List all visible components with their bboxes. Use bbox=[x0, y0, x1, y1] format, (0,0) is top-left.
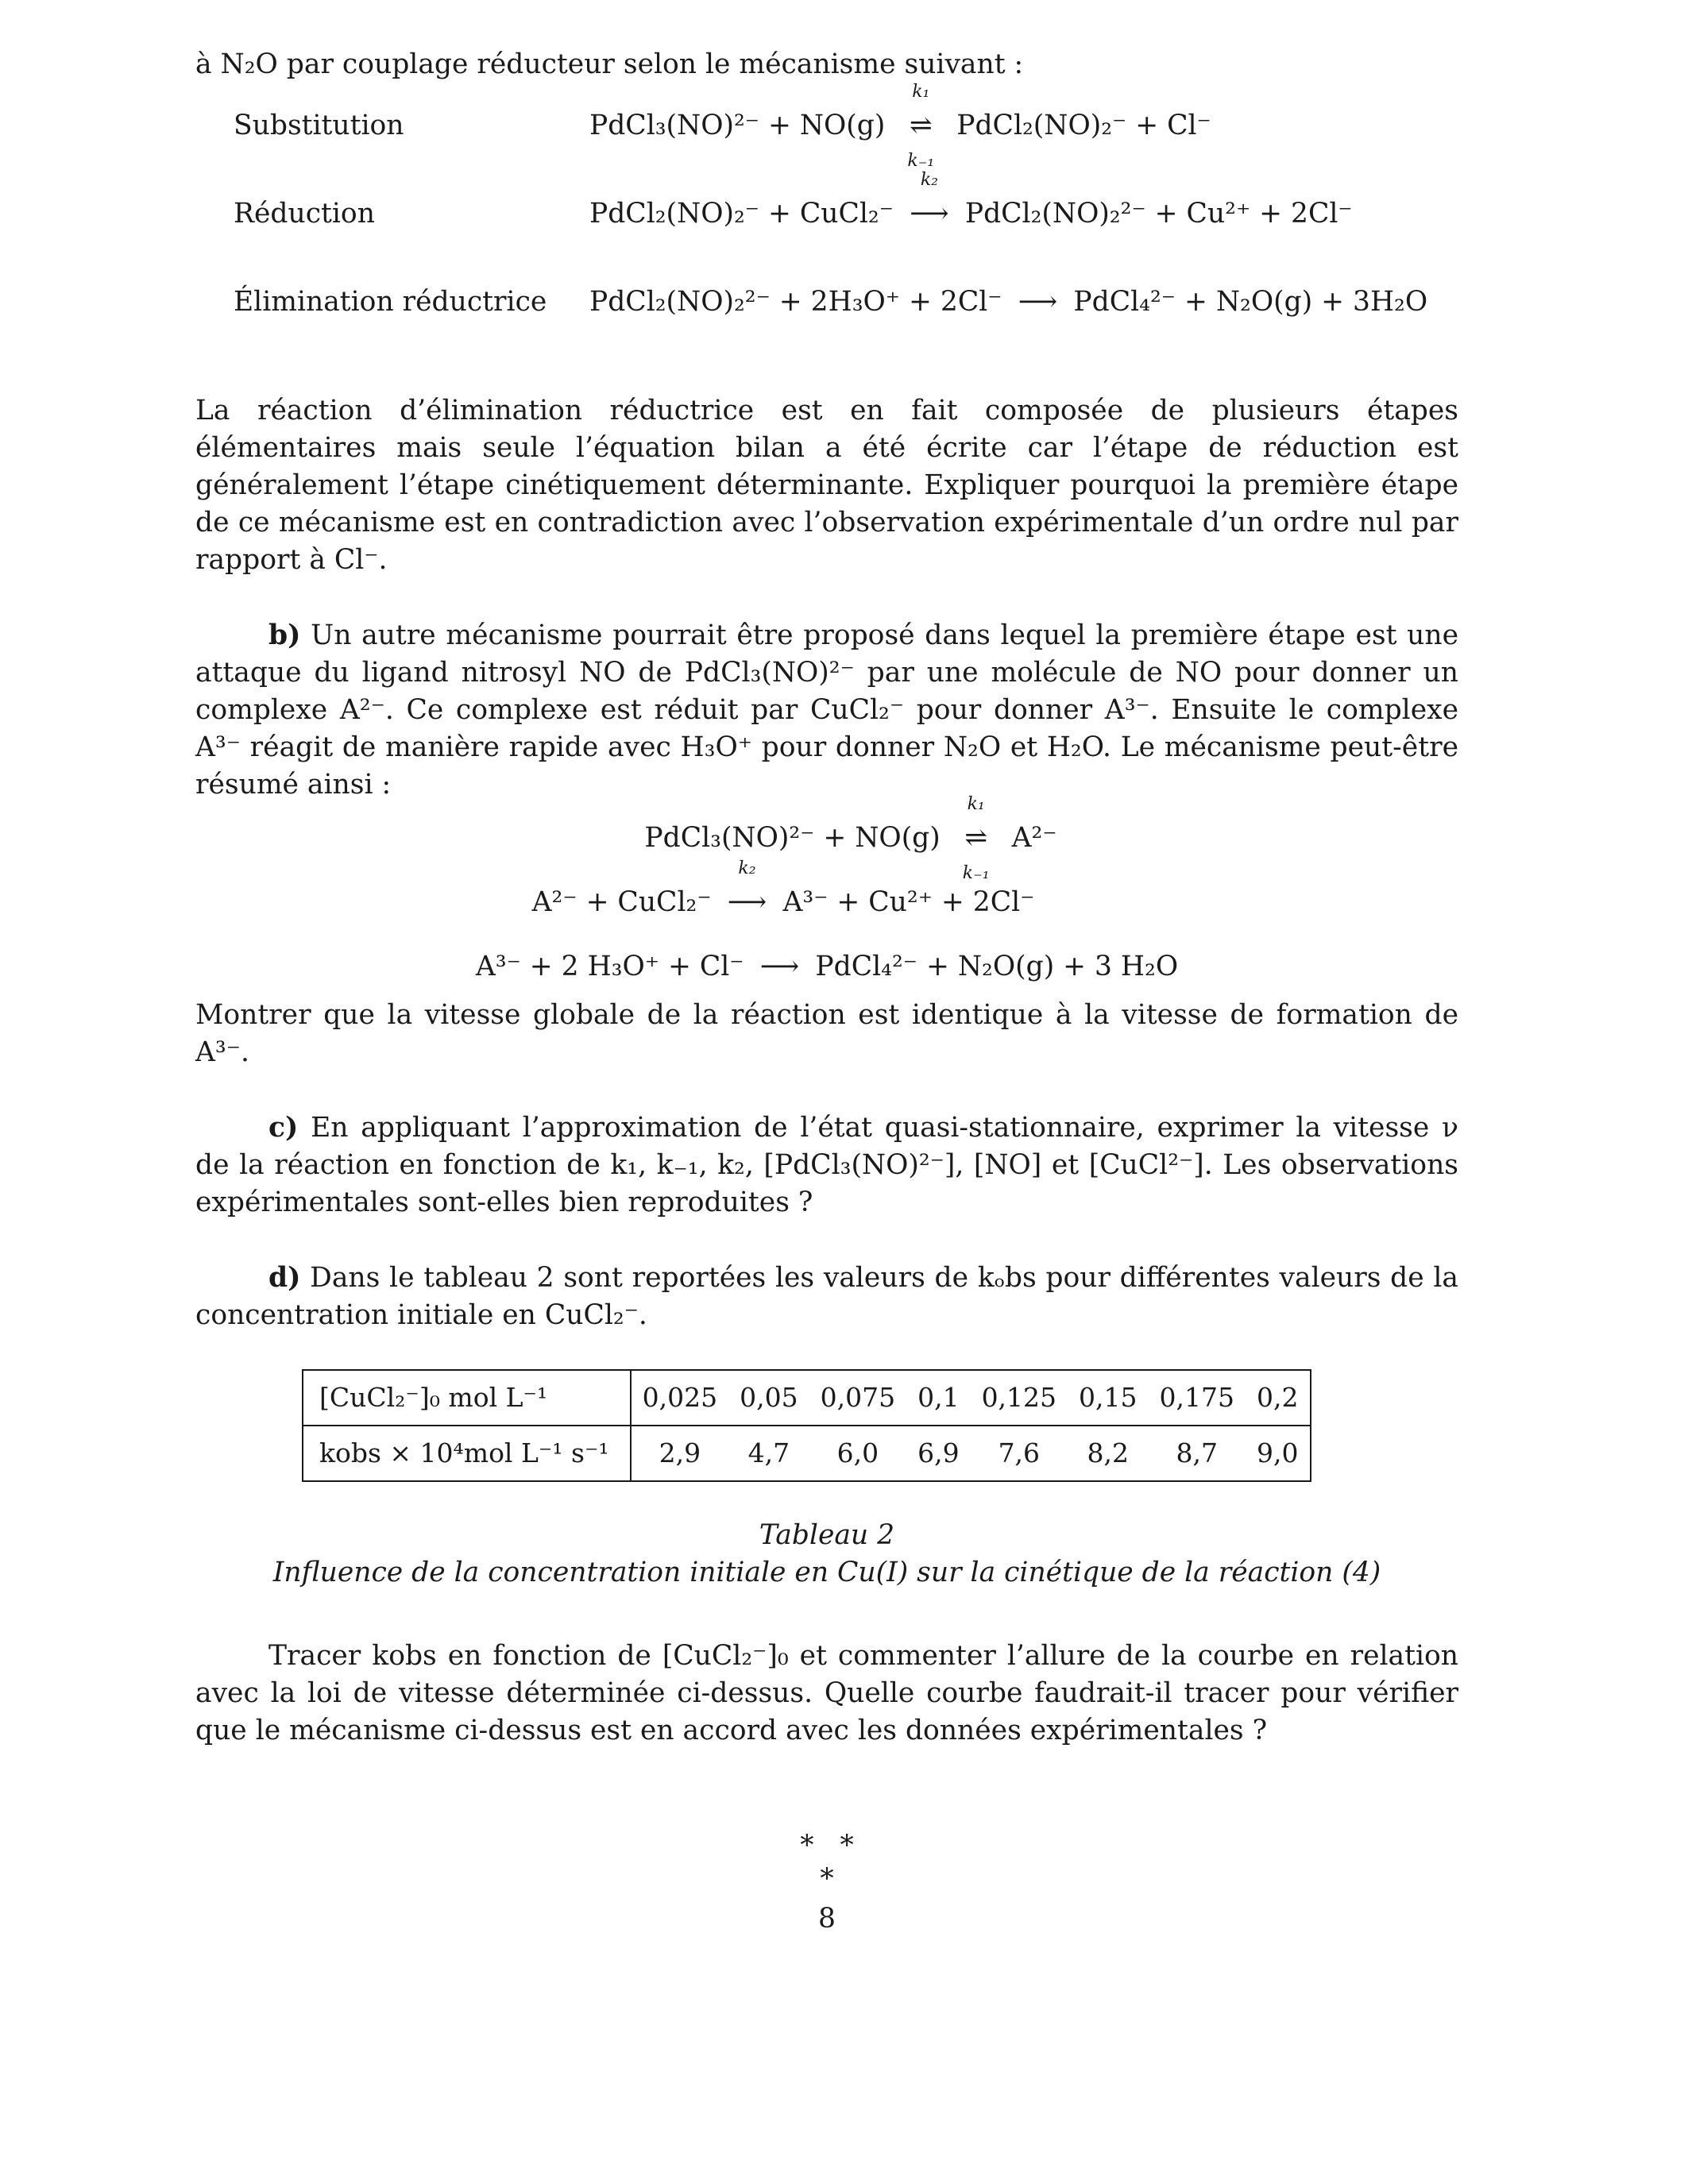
question-text: En appliquant l’approximation de l’état quasi-stationnaire, exprimer la vitesse ν de la réaction en fonction de k₁, k₋₁, k₂, [PdCl₃(NO)²⁻], [NO] et [CuCl²⁻]. Les observations expérimentales sont-elles bien reproduites ? bbox=[195, 1112, 1458, 1218]
table-cell: 0,2 bbox=[1246, 1370, 1310, 1426]
table-cell: 4,7 bbox=[728, 1426, 809, 1481]
table-cell: 0,025 bbox=[631, 1370, 728, 1426]
equation-rhs: PdCl₄²⁻ + N₂O(g) + 3H₂O bbox=[1073, 286, 1428, 318]
question-tag: c) bbox=[268, 1112, 299, 1144]
table-row bbox=[303, 1370, 1311, 1426]
arrow-glyph: ⇌ bbox=[964, 822, 988, 854]
table-cell: 8,7 bbox=[1149, 1426, 1246, 1481]
step-label: Substitution bbox=[234, 110, 404, 141]
table-cell: 0,05 bbox=[728, 1370, 809, 1426]
equation-lhs: PdCl₂(NO)₂⁻ + CuCl₂⁻ bbox=[589, 198, 894, 230]
equation-lhs: A³⁻ + 2 H₃O⁺ + Cl⁻ bbox=[475, 951, 744, 982]
data-table bbox=[302, 1369, 1311, 1482]
arrow-glyph: ⟶ bbox=[759, 951, 800, 982]
rate-constant: k₋₁ bbox=[907, 151, 935, 171]
table-cell: 0,075 bbox=[809, 1370, 906, 1426]
equation-rhs: PdCl₂(NO)₂⁻ + Cl⁻ bbox=[956, 110, 1211, 141]
reaction-arrow-icon bbox=[757, 948, 802, 986]
step-equation bbox=[589, 82, 1458, 171]
caption-subtitle: Influence de la concentration initiale en Cu(I) sur la cinétique de la réaction (4) bbox=[272, 1557, 1381, 1588]
stars-top: * * bbox=[800, 1830, 854, 1862]
equation-lhs: PdCl₂(NO)₂²⁻ + 2H₃O⁺ + 2Cl⁻ bbox=[589, 286, 1002, 318]
equation-rhs: PdCl₄²⁻ + N₂O(g) + 3 H₂O bbox=[815, 951, 1179, 982]
stars-bottom: * bbox=[820, 1863, 834, 1895]
table-cell: 0,125 bbox=[971, 1370, 1068, 1426]
equation-rhs: A²⁻ bbox=[1011, 822, 1057, 854]
equation-rhs: PdCl₂(NO)₂²⁻ + Cu²⁺ + 2Cl⁻ bbox=[964, 198, 1353, 230]
arrow-glyph: ⇌ bbox=[909, 110, 933, 141]
rate-constant: k₂ bbox=[920, 170, 938, 190]
equation-lhs: A²⁻ + CuCl₂⁻ bbox=[531, 886, 712, 918]
question-c bbox=[195, 1109, 1458, 1221]
step-label: Élimination réductrice bbox=[234, 286, 547, 318]
caption-title: Tableau 2 bbox=[759, 1519, 895, 1551]
equation-lhs: PdCl₃(NO)²⁻ + NO(g) bbox=[644, 822, 941, 854]
mechanism-b bbox=[195, 794, 1458, 986]
step-label: Réduction bbox=[234, 198, 375, 230]
reaction-arrow-icon bbox=[907, 170, 952, 233]
equilibrium-arrow-icon bbox=[954, 794, 999, 883]
paragraph-a: La réaction d’élimination réductrice est en fait composée de plusieurs étapes élémentaires mais seule l’équation bilan a été écrite car l’étape de réduction est généralement l’étape cinétiquement déterminante. Expliquer pourquoi la première étape de ce mécanisme est en contradiction avec l’observation expérimentale d’un ordre nul par rapport à Cl⁻. bbox=[195, 395, 1458, 576]
question-text: Dans le tableau 2 sont reportées les valeurs de kₒbs pour différentes valeurs de la concentration initiale en CuCl₂⁻. bbox=[195, 1262, 1459, 1331]
mechanism-a bbox=[234, 82, 1458, 321]
arrow-glyph: ⟶ bbox=[727, 886, 767, 918]
question-tag: b) bbox=[268, 619, 301, 651]
table-cell: 6,0 bbox=[809, 1426, 906, 1481]
rate-constant: k₂ bbox=[738, 859, 756, 878]
table-row bbox=[303, 1426, 1311, 1481]
table-cell: 0,1 bbox=[906, 1370, 970, 1426]
question-b-prompt: Montrer que la vitesse globale de la réaction est identique à la vitesse de formation de A³⁻. bbox=[195, 999, 1458, 1068]
table-cell: 6,9 bbox=[906, 1426, 970, 1481]
table-cell: 2,9 bbox=[631, 1426, 728, 1481]
question-tag: d) bbox=[268, 1262, 301, 1294]
page-content bbox=[195, 46, 1458, 1938]
table-cell: 7,6 bbox=[971, 1426, 1068, 1481]
step-equation bbox=[589, 170, 1458, 233]
table-caption bbox=[195, 1517, 1458, 1592]
row-header: [CuCl₂⁻]₀ mol L⁻¹ bbox=[303, 1370, 631, 1426]
table-cell: 8,2 bbox=[1068, 1426, 1148, 1481]
question-d bbox=[195, 1260, 1458, 1334]
table-cell: 0,15 bbox=[1068, 1370, 1148, 1426]
equation-rhs: A³⁻ + Cu²⁺ + 2Cl⁻ bbox=[782, 886, 1035, 918]
table-cell: 0,175 bbox=[1149, 1370, 1246, 1426]
page-number: 8 bbox=[818, 1903, 836, 1935]
equation-row bbox=[195, 948, 1458, 986]
intro-line: à N₂O par couplage réducteur selon le mécanisme suivant : bbox=[195, 48, 1024, 80]
question-b bbox=[195, 617, 1458, 804]
equilibrium-arrow-icon bbox=[898, 82, 943, 171]
arrow-glyph: ⟶ bbox=[1018, 286, 1058, 318]
rate-constant: k₁ bbox=[967, 794, 985, 814]
rate-constant: k₁ bbox=[912, 82, 930, 102]
reaction-arrow-icon bbox=[1015, 284, 1060, 321]
final-paragraph: Tracer kobs en fonction de [CuCl₂⁻]₀ et commenter l’allure de la courbe en relation avec la loi de vitesse déterminée ci-dessus. Quelle courbe faudrait-il tracer pour vérifier que le mécanisme ci-dessus est en accord avec les données expérimentales ? bbox=[195, 1640, 1458, 1746]
reaction-arrow-icon bbox=[725, 859, 770, 921]
step-equation bbox=[589, 284, 1458, 321]
section-end-stars bbox=[195, 1829, 1458, 1896]
arrow-glyph: ⟶ bbox=[910, 198, 949, 230]
table-cell: 9,0 bbox=[1246, 1426, 1310, 1481]
rate-constant: k₋₁ bbox=[962, 863, 990, 883]
question-text: Un autre mécanisme pourrait être proposé dans lequel la première étape est une attaque du ligand nitrosyl NO de PdCl₃(NO)²⁻ par une molécule de NO pour donner un complexe A²⁻. Ce complexe est réduit par CuCl₂⁻ pour donner A³⁻. Ensuite le complexe A³⁻ réagit de manière rapide avec H₃O⁺ pour donner N₂O et H₂O. Le mécanisme peut-être résumé ainsi : bbox=[195, 619, 1458, 801]
equation-lhs: PdCl₃(NO)²⁻ + NO(g) bbox=[589, 110, 886, 141]
row-header: kobs × 10⁴mol L⁻¹ s⁻¹ bbox=[303, 1426, 631, 1481]
